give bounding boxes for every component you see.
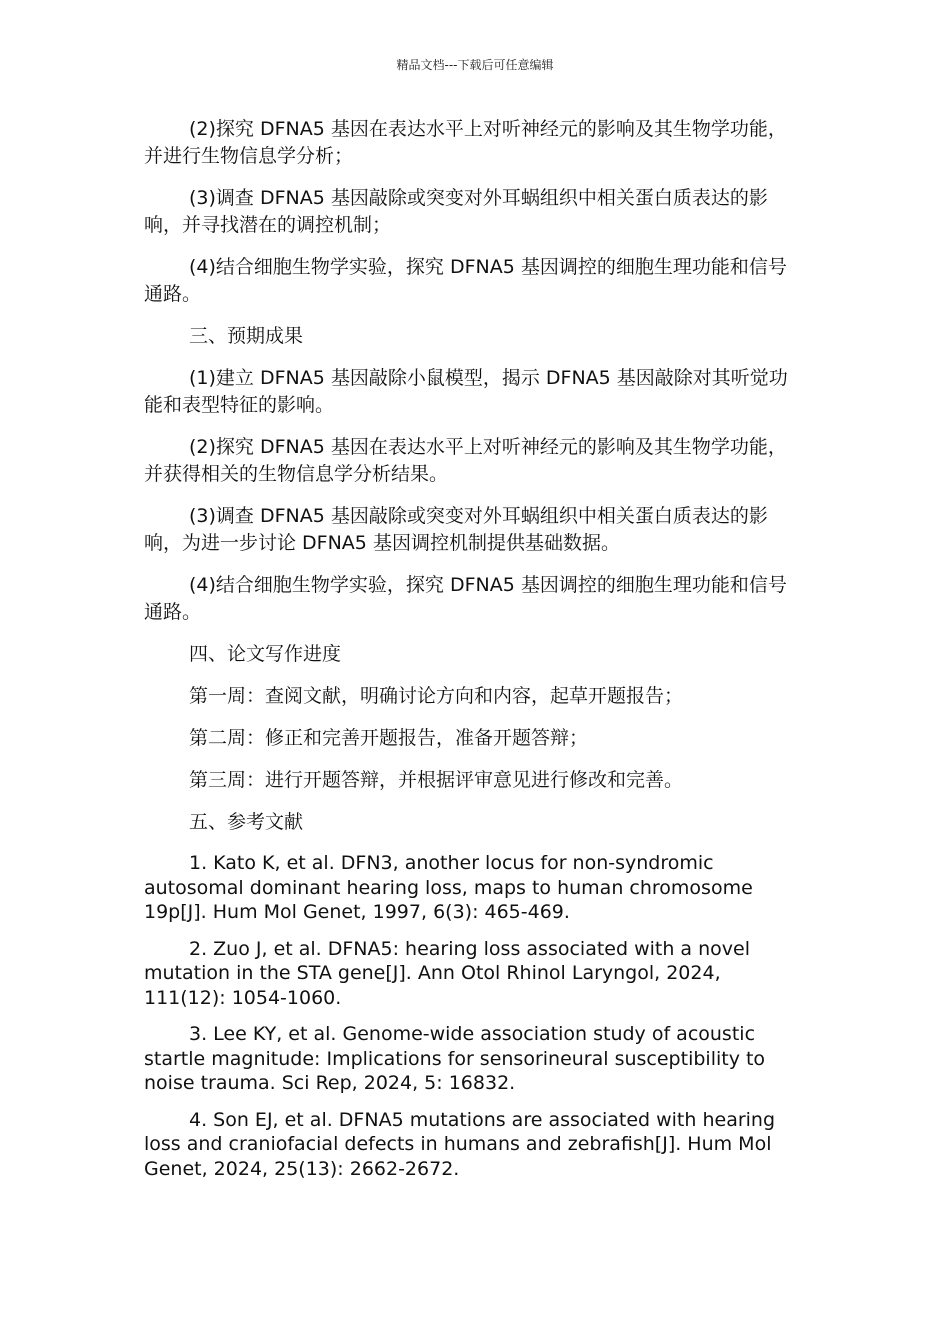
reference-item-2: 2. Zuo J, et al. DFNA5: hearing loss associated with a novel mutation in the STA gene[J]. Ann Otol Rhinol Laryngol, 2024, 111(12): 1054-1060.	[144, 937, 750, 1009]
paragraph-result-2: (2)探究 DFNA5 基因在表达水平上对听神经元的影响及其生物学功能，并获得相关的生物信息学分析结果。	[144, 436, 787, 485]
document-body	[144, 116, 804, 1193]
paragraph-result-4: (4)结合细胞生物学实验，探究 DFNA5 基因调控的细胞生理功能和信号通路。	[144, 574, 787, 623]
reference-item-4: 4. Son EJ, et al. DFNA5 mutations are associated with hearing loss and craniofacial defects in humans and zebrafish[J]. Hum Mol Genet, 2024, 25(13): 2662-2672.	[144, 1108, 776, 1180]
schedule-week-2: 第二周：修正和完善开题报告，准备开题答辩；	[189, 727, 589, 749]
paragraph-aim-4: (4)结合细胞生物学实验，探究 DFNA5 基因调控的细胞生理功能和信号通路。	[144, 256, 787, 305]
reference-item-3: 3. Lee KY, et al. Genome-wide association study of acoustic startle magnitude: Implications for sensorineural susceptibility to noise trauma. Sci Rep, 2024, 5: 16832.	[144, 1023, 766, 1094]
paragraph-aim-2: (2)探究 DFNA5 基因在表达水平上对听神经元的影响及其生物学功能，并进行生物信息学分析；	[144, 118, 787, 167]
schedule-week-1: 第一周：查阅文献，明确讨论方向和内容，起草开题报告；	[189, 685, 684, 707]
page-header: 精品文档---下载后可任意编辑	[396, 58, 554, 72]
paragraph-result-1: (1)建立 DFNA5 基因敲除小鼠模型，揭示 DFNA5 基因敲除对其听觉功能和表型特征的影响。	[144, 367, 788, 416]
paragraph-result-3: (3)调查 DFNA5 基因敲除或突变对外耳蜗组织中相关蛋白质表达的影响，为进一步讨论 DFNA5 基因调控机制提供基础数据。	[144, 505, 768, 554]
section-heading-schedule: 四、论文写作进度	[189, 643, 342, 665]
schedule-week-3: 第三周：进行开题答辩，并根据评审意见进行修改和完善。	[189, 769, 684, 791]
section-heading-expected-results: 三、预期成果	[189, 325, 304, 347]
reference-item-1: 1. Kato K, et al. DFN3, another locus for non-syndromic autosomal dominant hearing loss, maps to human chromosome 19p[J]. Hum Mol Genet, 1997, 6(3): 465-469.	[144, 852, 753, 923]
paragraph-aim-3: (3)调查 DFNA5 基因敲除或突变对外耳蜗组织中相关蛋白质表达的影响，并寻找潜在的调控机制；	[144, 187, 768, 236]
section-heading-references: 五、参考文献	[189, 811, 304, 833]
